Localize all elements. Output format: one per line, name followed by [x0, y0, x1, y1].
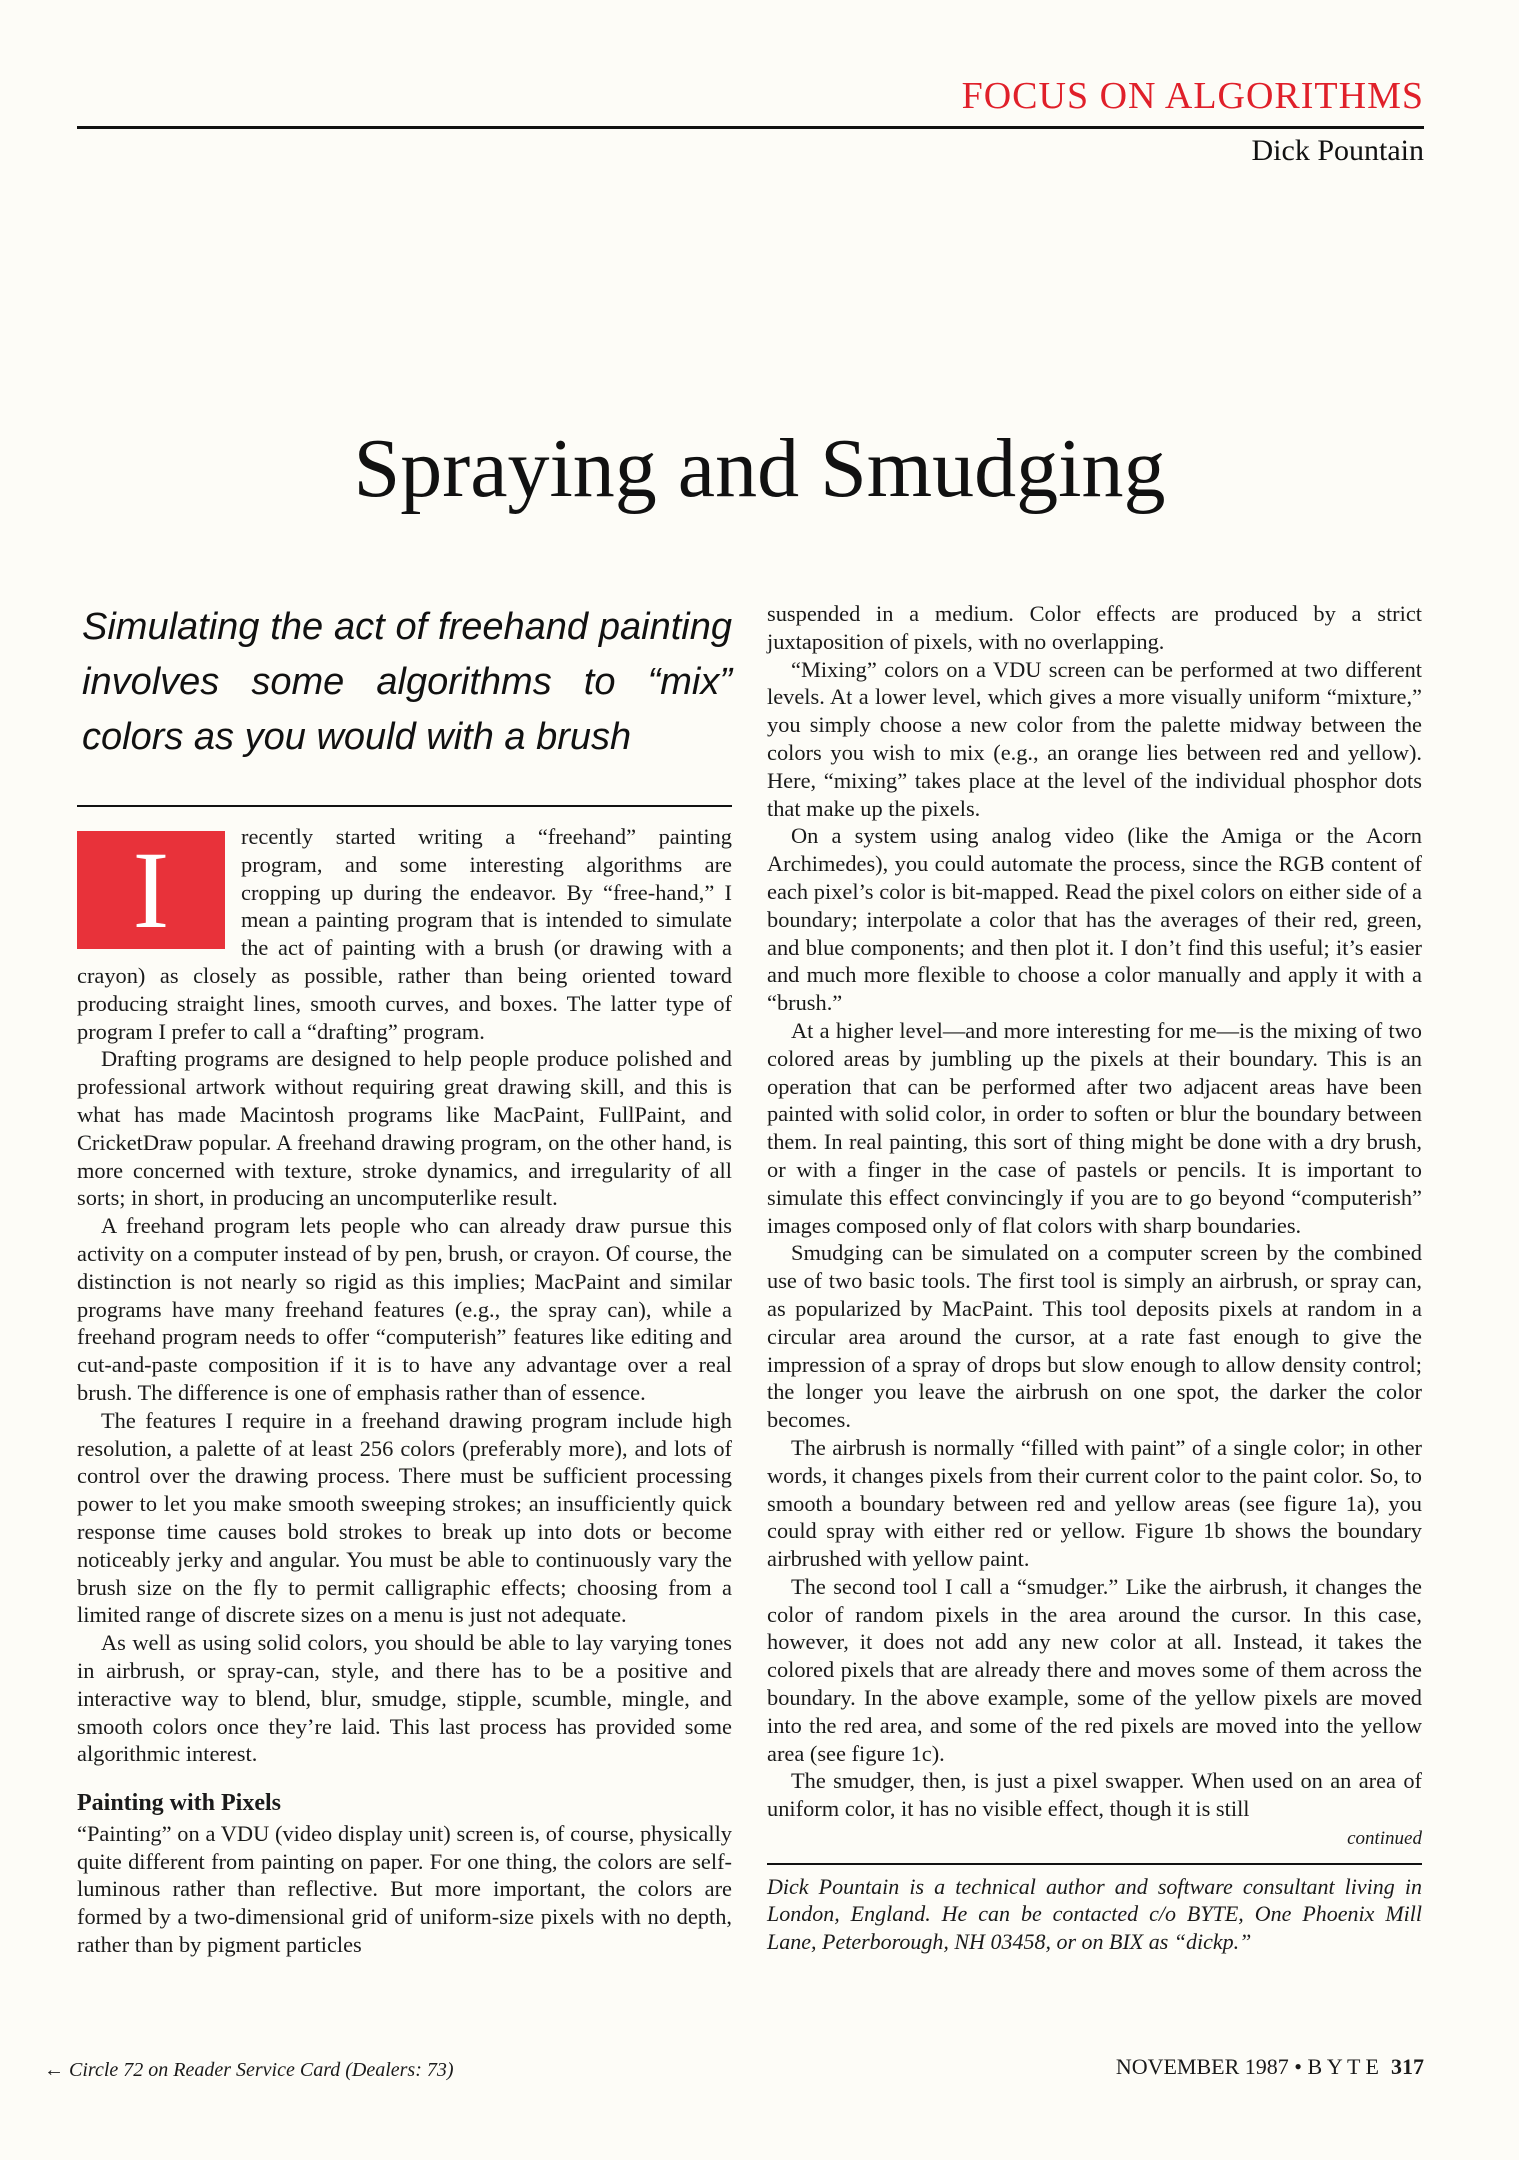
author-name: Dick Pountain: [1251, 134, 1424, 167]
right-column: [767, 600, 1422, 1955]
article-title: Spraying and Smudging: [353, 422, 1166, 515]
article-deck: Simulating the act of freehand painting involves some algorithms to “mix” colors as you would with a brush: [82, 606, 732, 758]
paragraph: “Painting” on a VDU (video display unit) screen is, of course, physically quite different from painting on paper. For one thing, the colors are self-luminous rather than reflective. But more important, the colors are formed by a two-dimensional grid of uniform-size pixels with no depth, rather than by pigment particles: [77, 1820, 732, 1958]
reader-service-note: ← Circle 72 on Reader Service Card (Dealers: 73): [44, 2059, 454, 2081]
paragraph: Drafting programs are designed to help people produce polished and professional artwork without requiring great drawing skill, and this is what has made Macintosh programs like MacPaint, FullPaint, and CricketDraw popular. A freehand drawing program, on the other hand, is more concerned with texture, stroke dynamics, and irregularity of all sorts; in short, in producing an uncomputerlike result.: [77, 1046, 732, 1211]
page-footer: [1116, 2054, 1424, 2080]
author-bio: Dick Pountain is a technical author and software consultant living in London, England. He can be contacted c/o BYTE, One Phoenix Mill Lane, Peterborough, NH 03458, or on BIX as “dickp.”: [767, 1873, 1422, 1954]
subhead: Painting with Pixels: [77, 1790, 282, 1817]
left-column: [77, 600, 732, 1959]
page-number: 317: [1391, 2054, 1424, 2079]
bio-rule: [767, 1863, 1422, 1865]
paragraph: On a system using analog video (like the Amiga or the Acorn Archimedes), you could automate the process, since the RGB content of each pixel’s color is bit-mapped. Read the pixel colors on either side of a boundary; interpolate a color that has the averages of their red, green, and blue components; and then plot it. I don’t find this useful; it’s easier and much more flexible to choose a color manually and apply it with a “brush.”: [767, 823, 1422, 1016]
paragraph: The airbrush is normally “filled with paint” of a single color; in other words, it changes pixels from their current color to the paint color. So, to smooth a boundary between red and yellow areas (see figure 1a), you could spray with either red or yellow. Figure 1b shows the boundary airbrushed with yellow paint.: [767, 1434, 1422, 1572]
paragraph: The features I require in a freehand drawing program include high resolution, a palette of at least 256 colors (preferably more), and lots of control over the drawing process. There must be sufficient processing power to let you make smooth sweeping strokes; an insufficiently quick response time causes bold strokes to break up into dots or become noticeably jerky and angular. You must be able to continuously vary the brush size on the fly to permit calligraphic effects; choosing from a limited range of discrete sizes on a menu is just not adequate.: [77, 1407, 732, 1628]
header: [0, 0, 1519, 170]
paragraph: A freehand program lets people who can already draw pursue this activity on a computer instead of by pen, brush, or crayon. Of course, the distinction is not nearly so rigid as this implies; MacPaint and similar programs have many freehand features (e.g., the spray can), while a freehand program needs to offer “computerish” features like editing and cut-and-paste composition if it is to have any advantage over a real brush. The difference is one of emphasis rather than of essence.: [77, 1213, 732, 1405]
paragraph: recently started writing a “freehand” painting program, and some interesting algorithms are cropping up during the endeavor. By “free-hand,” I mean a painting program that is intended to simulate the act of painting with a brush (or drawing with a crayon) as closely as possible, rather than being oriented toward producing straight lines, smooth curves, and boxes. The latter type of program I prefer to call a “drafting” program.: [77, 824, 732, 1044]
paragraph: The second tool I call a “smudger.” Like the airbrush, it changes the color of random pixels in the area around the cursor. In this case, however, it does not add any new color at all. Instead, it takes the colored pixels that are already there and moves some of them across the boundary. In the above example, some of the yellow pixels are moved into the red area, and some of the red pixels are moved into the yellow area (see figure 1c).: [767, 1573, 1422, 1766]
paragraph: suspended in a medium. Color effects are produced by a strict juxtaposition of pixels, with no overlapping.: [767, 601, 1422, 654]
drop-cap: I: [77, 831, 225, 949]
section-title: FOCUS ON ALGORITHMS: [961, 75, 1424, 117]
paragraph: At a higher level—and more interesting for me—is the mixing of two colored areas by jumbling up the pixels at their boundary. This is an operation that can be performed after two adjacent areas have been painted with solid color, in order to soften or blur the boundary between them. In real painting, this sort of thing might be done with a dry brush, or with a finger in the case of pastels or pencils. It is important to simulate this effect convincingly if you are to go beyond “computerish” images composed only of flat colors with sharp boundaries.: [767, 1017, 1422, 1238]
paragraph: “Mixing” colors on a VDU screen can be performed at two different levels. At a lower level, which gives a more visually uniform “mixture,” you simply choose a new color from the palette midway between the colors you wish to mix (e.g., an orange lies between red and yellow). Here, “mixing” takes place at the level of the individual phosphor dots that make up the pixels.: [767, 656, 1422, 821]
deck-rule: [77, 805, 732, 807]
issue-date: NOVEMBER 1987 • B Y T E: [1115, 2054, 1379, 2079]
paragraph: Smudging can be simulated on a computer screen by the combined use of two basic tools. The first tool is simply an airbrush, or spray can, as popularized by MacPaint. This tool deposits pixels at random in a circular area around the cursor, at a rate fast enough to give the impression of a spray of drops but slow enough to allow density control; the longer you leave the airbrush on one spot, the darker the color becomes.: [767, 1240, 1422, 1433]
header-rule: [77, 126, 1424, 129]
paragraph: The smudger, then, is just a pixel swapper. When used on an area of uniform color, it has no visible effect, though it is still: [767, 1768, 1422, 1822]
continued-label: continued: [1347, 1828, 1422, 1850]
paragraph: As well as using solid colors, you should be able to lay varying tones in airbrush, or spray-can, style, and there has to be a positive and interactive way to blend, blur, smudge, stipple, scumble, mingle, and smooth colors once they’re laid. This last process has provided some algorithmic interest.: [77, 1630, 732, 1767]
